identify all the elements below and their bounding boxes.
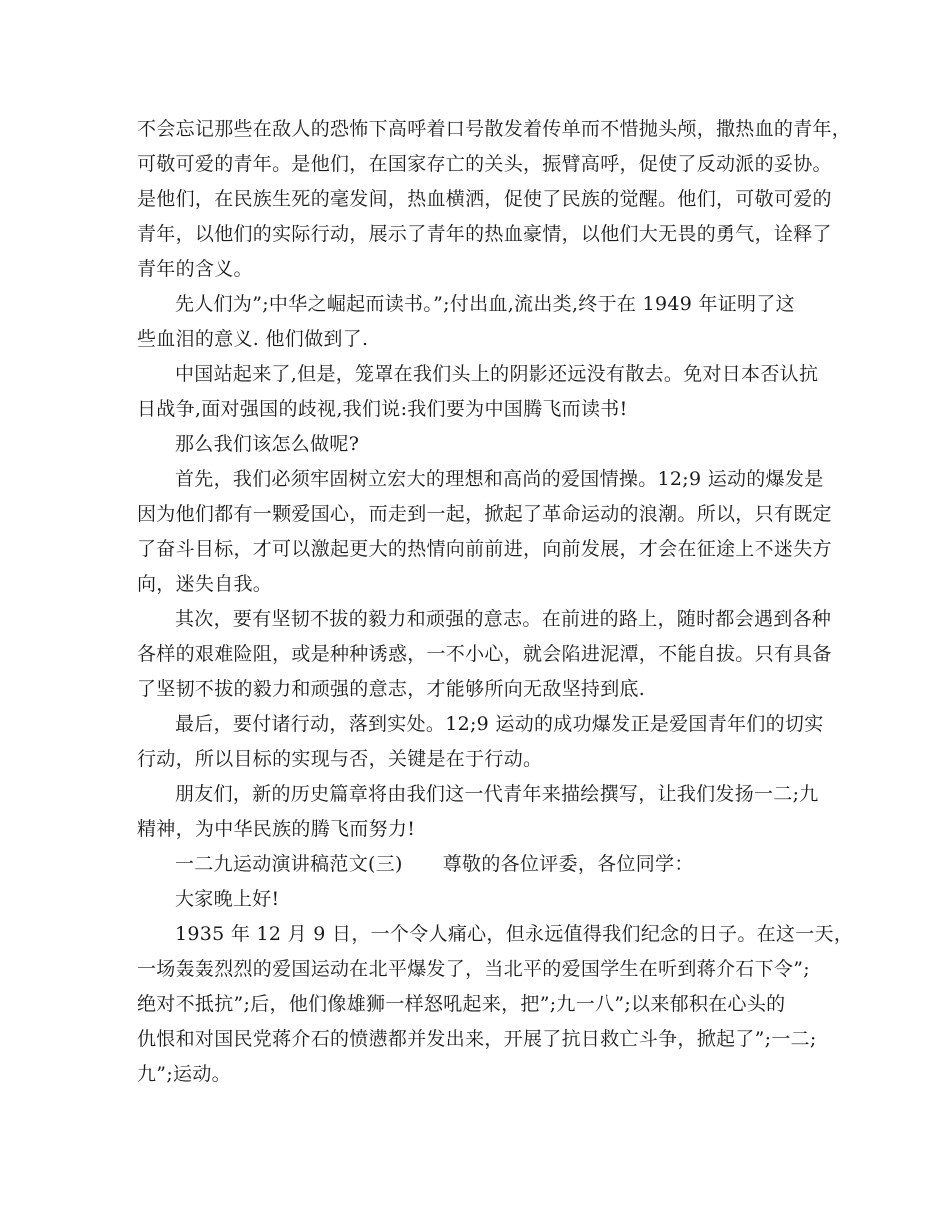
paragraph-line: 最后，要付诸行动，落到实处。12;9 运动的成功爆发正是爱国青年们的切实 [175,713,824,735]
paragraph-line: 青年，以他们的实际行动，展示了青年的热血豪情，以他们大无畏的勇气，诠释了 [137,223,832,245]
paragraph-line: 了坚韧不拔的毅力和顽强的意志，才能够所向无敌坚持到底. [137,678,646,700]
paragraph-line: 是他们，在民族生死的毫发间，热血横洒，促使了民族的觉醒。他们，可敬可爱的 [137,188,832,210]
paragraph-line: 行动，所以目标的实现与否，关键是在于行动。 [137,748,543,770]
paragraph-line: 精神，为中华民族的腾飞而努力! [137,818,416,840]
paragraph-line: 绝对不抵抗”;后，他们像雄狮一样怒吼起来，把”;九一八”;以来郁积在心头的 [137,993,786,1015]
paragraph-line: 先人们为”;中华之崛起而读书。”;付出血,流出类,终于在 1949 年证明了这 [175,293,795,315]
paragraph-line: 朋友们，新的历史篇章将由我们这一代青年来描绘撰写，让我们发扬一二;九 [175,783,819,805]
paragraph-line: 了奋斗目标，才可以激起更大的热情向前前进，向前发展，才会在征途上不迷失方 [137,538,832,560]
paragraph-line: 中国站起来了,但是，笼罩在我们头上的阴影还远没有散去。免对日本否认抗 [175,363,819,385]
paragraph-line: 那么我们该怎么做呢? [175,433,360,455]
paragraph-line: 各样的艰难险阻，或是种种诱惑，一不小心，就会陷进泥潭，不能自拔。只有具备 [137,643,832,665]
paragraph-line: 因为他们都有一颗爱国心，而走到一起，掀起了革命运动的浪潮。所以，只有既定 [137,503,832,525]
paragraph-line: 向，迷失自我。 [137,573,273,595]
paragraph-line: 九”;运动。 [137,1063,231,1085]
paragraph-line: 一场轰轰烈烈的爱国运动在北平爆发了，当北平的爱国学生在听到蒋介石下令”; [137,958,810,980]
paragraph-line: 其次，要有坚韧不拔的毅力和顽强的意志。在前进的路上，随时都会遇到各种 [175,608,832,630]
section-title: 一二九运动演讲稿范文(三) [175,853,403,875]
paragraph-line: 首先，我们必须牢固树立宏大的理想和高尚的爱国情操。12;9 运动的爆发是 [175,468,824,490]
salutation: 尊敬的各位评委，各位同学： [442,853,694,875]
paragraph-line: 日战争,面对强国的歧视,我们说:我们要为中国腾飞而读书! [137,398,628,420]
section-title-line [175,852,694,876]
paragraph-line: 1935 年 12 月 9 日，一个令人痛心，但永远值得我们纪念的日子。在这一天， [175,923,854,945]
paragraph-line: 仇恨和对国民党蒋介石的愤懑都并发出来，开展了抗日救亡斗争，掀起了”;一二; [137,1028,817,1050]
paragraph-line: 可敬可爱的青年。是他们，在国家存亡的关头，振臂高呼，促使了反动派的妥协。 [137,153,832,175]
greeting-line: 大家晚上好! [175,888,280,910]
paragraph-line: 青年的含义。 [137,258,253,280]
paragraph-line: 不会忘记那些在敌人的恐怖下高呼着口号散发着传单而不惜抛头颅，撒热血的青年， [137,118,852,140]
paragraph-line: 些血泪的意义. 他们做到了. [137,328,369,350]
